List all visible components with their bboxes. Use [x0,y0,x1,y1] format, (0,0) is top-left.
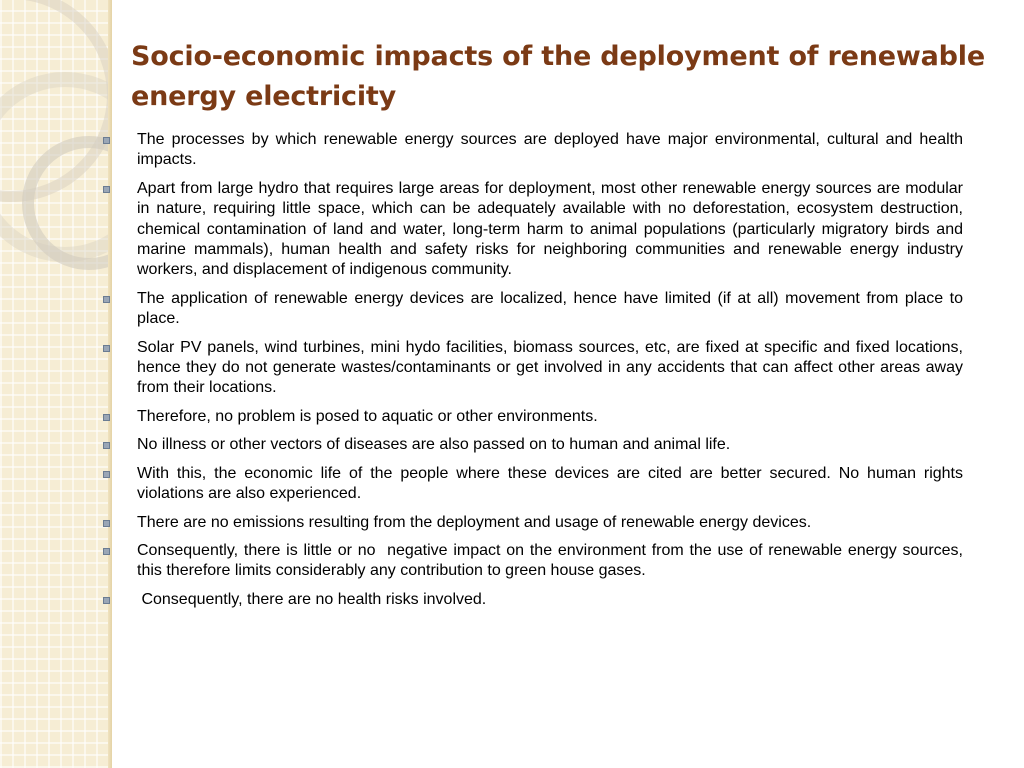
bullet-item [103,513,963,533]
bullet-item [103,464,968,505]
bullet-item [103,541,968,582]
bullet-text: No illness or other vectors of diseases are also passed on to human and animal life. [137,436,731,454]
square-bullet-icon [103,414,110,421]
bullet-text: Consequently, there is little or no negative impact on the environment from the use of renewable energy sources, this therefore limits considerably any contribution to green house gases. [137,541,968,580]
bullet-text: Apart from large hydro that requires large areas for deployment, most other renewable energy sources are modular in nature, requiring little space, which can be adequately available with no deforestation, ecosystem destruction, chemical contamination of land and water, long-term harm to animal populations (particularly migratory birds and marine mammals), human health and safety risks for neighboring communities and renewable energy industry workers, and displacement of indigenous community. [137,179,968,279]
bullet-item [103,435,963,455]
decorative-left-border [0,0,112,768]
square-bullet-icon [103,296,110,303]
bullet-item [103,407,963,427]
bullet-text: Consequently, there are no health risks involved. [137,590,487,608]
square-bullet-icon [103,137,110,144]
bullet-text: The processes by which renewable energy sources are deployed have major environmental, cultural and health impacts. [137,131,968,169]
bullet-text: There are no emissions resulting from the deployment and usage of renewable energy devices. [137,513,812,531]
square-bullet-icon [103,520,110,527]
bullet-item [103,590,963,610]
square-bullet-icon [103,442,110,449]
bullet-text: Solar PV panels, wind turbines, mini hydo facilities, biomass sources, etc, are fixed at specific and fixed locations, hence they do not generate wastes/contaminants or get involved in any accidents that can affect other areas away from their locations. [137,338,968,397]
bullet-item [103,289,968,330]
bullet-item [103,130,968,171]
bullet-item [103,338,968,399]
square-bullet-icon [103,186,110,193]
square-bullet-icon [103,548,110,555]
slide-title: Socio-economic impacts of the deployment of renewable energy electricity [131,41,985,112]
square-bullet-icon [103,471,110,478]
bullet-text: With this, the economic life of the people where these devices are cited are better secured. No human rights violations are also experienced. [137,464,968,503]
square-bullet-icon [103,597,110,604]
bullet-text: Therefore, no problem is posed to aquatic or other environments. [137,407,598,425]
square-bullet-icon [103,345,110,352]
bullet-item [103,179,968,281]
bullet-text: The application of renewable energy devices are localized, hence have limited (if at all) movement from place to place. [137,289,968,328]
bullet-list [103,130,968,618]
